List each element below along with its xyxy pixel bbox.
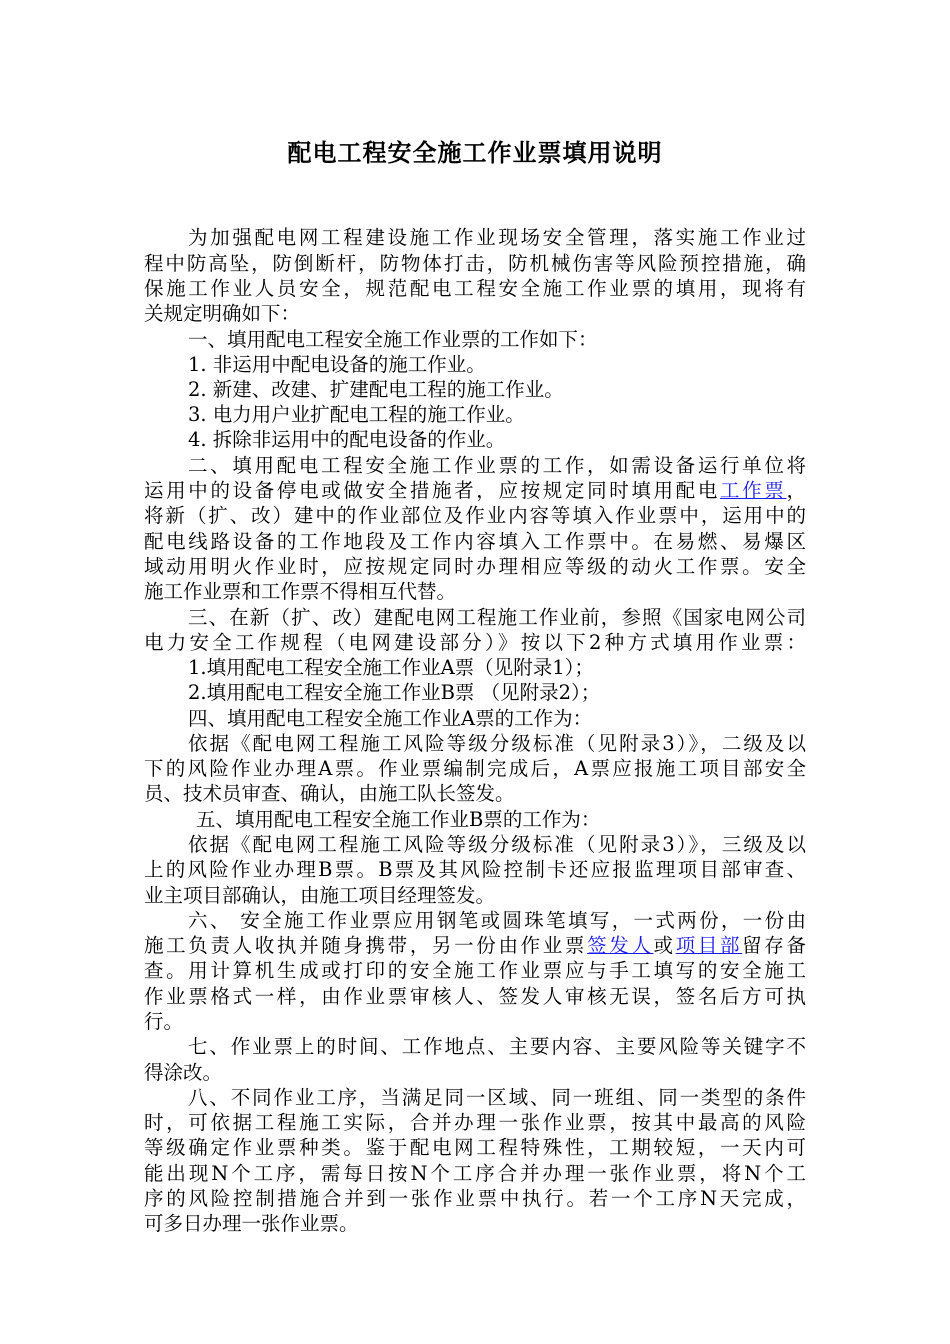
section-heading: 六、 安全施工作业票应用钢笔或圆珠笔填写，一式两份，一份由 — [188, 909, 806, 932]
list-item: 1. 非运用中配电设备的施工作业。 — [188, 353, 486, 376]
paragraph-line: 员、技术员审查、确认，由施工队长签发。 — [144, 782, 515, 805]
paragraph-line — [144, 479, 806, 503]
list-item: 4. 拆除非运用中的配电设备的作业。 — [188, 428, 506, 451]
paragraph-line: 业主项目部确认，由施工项目经理签发。 — [144, 884, 496, 907]
paragraph-line: 作业票格式一样，由作业票审核人、签发人审核无误，签名后方可执 — [144, 985, 806, 1008]
section-heading: 七、作业票上的时间、工作地点、主要内容、主要风险等关键字不 — [188, 1035, 806, 1058]
paragraph-line: 得涂改。 — [144, 1061, 223, 1084]
line-text: ， — [786, 479, 806, 502]
line-text: 施工负责人收执并随身携带，另一份由作业票 — [144, 934, 588, 957]
section-heading: 二、填用配电工程安全施工作业票的工作，如需设备运行单位将 — [188, 454, 806, 477]
section-heading: 八、不同作业工序，当满足同一区域、同一班组、同一类型的条件 — [188, 1086, 806, 1109]
paragraph-line: 可多日办理一张作业票。 — [144, 1212, 359, 1235]
paragraph-line: 下的风险作业办理A票。作业票编制完成后，A票应报施工项目部安全 — [144, 757, 806, 780]
paragraph-line: 关规定明确如下： — [144, 302, 301, 325]
section-heading: 一、填用配电工程安全施工作业票的工作如下： — [188, 328, 598, 351]
paragraph-line: 行。 — [144, 1010, 184, 1033]
paragraph-line: 依据《配电网工程施工风险等级分级标准（见附录3）》，二级及以 — [188, 732, 806, 755]
list-item: 2. 新建、改建、扩建配电工程的施工作业。 — [188, 378, 564, 401]
paragraph-line: 将新（扩、改）建中的作业部位及作业内容等填入作业票中，运用中的 — [144, 504, 806, 527]
section-heading: 四、填用配电工程安全施工作业A票的工作为： — [188, 707, 593, 730]
paragraph-line: 序的风险控制措施合并到一张作业票中执行。若一个工序N天完成， — [144, 1187, 806, 1210]
paragraph-line: 保施工作业人员安全，规范配电工程安全施工作业票的填用，现将有 — [144, 277, 806, 300]
list-item: 1.填用配电工程安全施工作业A票（见附录1）； — [188, 656, 594, 679]
paragraph-line: 为加强配电网工程建设施工作业现场安全管理，落实施工作业过 — [188, 226, 806, 249]
line-text: 或 — [653, 934, 676, 957]
line-text: 运用中的设备停电或做安全措施者，应按规定同时填用配电 — [144, 479, 720, 502]
paragraph-line: 程中防高坠，防倒断杆，防物体打击，防机械伤害等风险预控措施，确 — [144, 252, 806, 275]
project-dept-link[interactable]: 项目部 — [675, 934, 743, 957]
line-text: 留存备 — [742, 934, 806, 957]
paragraph-line: 依据《配电网工程施工风险等级分级标准（见附录3）》，三级及以 — [188, 833, 806, 856]
paragraph-line: 查。用计算机生成或打印的安全施工作业票应与手工填写的安全施工 — [144, 959, 806, 982]
paragraph-line: 上的风险作业办理B票。B票及其风险控制卡还应报监理项目部审查、 — [144, 858, 806, 881]
paragraph-line: 电力安全工作规程（电网建设部分）》按以下2种方式填用作业票： — [144, 631, 806, 654]
section-heading: 五、填用配电工程安全施工作业B票的工作为： — [196, 808, 601, 831]
section-heading: 三、在新（扩、改）建配电网工程施工作业前，参照《国家电网公司 — [188, 606, 806, 629]
paragraph-line: 能出现N个工序，需每日按N个工序合并办理一张作业票，将N个工 — [144, 1162, 806, 1185]
list-item: 2.填用配电工程安全施工作业B票 （见附录2）； — [188, 681, 601, 704]
paragraph-line: 时，可依据工程施工实际，合并办理一张作业票，按其中最高的风险 — [144, 1111, 806, 1134]
issuer-link[interactable]: 签发人 — [587, 934, 654, 957]
page-title: 配电工程安全施工作业票填用说明 — [287, 139, 663, 167]
paragraph-line: 施工作业票和工作票不得相互代替。 — [144, 580, 457, 603]
paragraph-line: 配电线路设备的工作地段及工作内容填入工作票中。在易燃、易爆区 — [144, 530, 806, 553]
work-ticket-link[interactable]: 工作票 — [720, 479, 787, 502]
list-item: 3. 电力用户业扩配电工程的施工作业。 — [188, 403, 525, 426]
paragraph-line — [144, 934, 806, 958]
paragraph-line: 域动用明火作业时，应按规定同时办理相应等级的动火工作票。安全 — [144, 555, 806, 578]
paragraph-line: 等级确定作业票种类。鉴于配电网工程特殊性，工期较短，一天内可 — [144, 1136, 806, 1159]
